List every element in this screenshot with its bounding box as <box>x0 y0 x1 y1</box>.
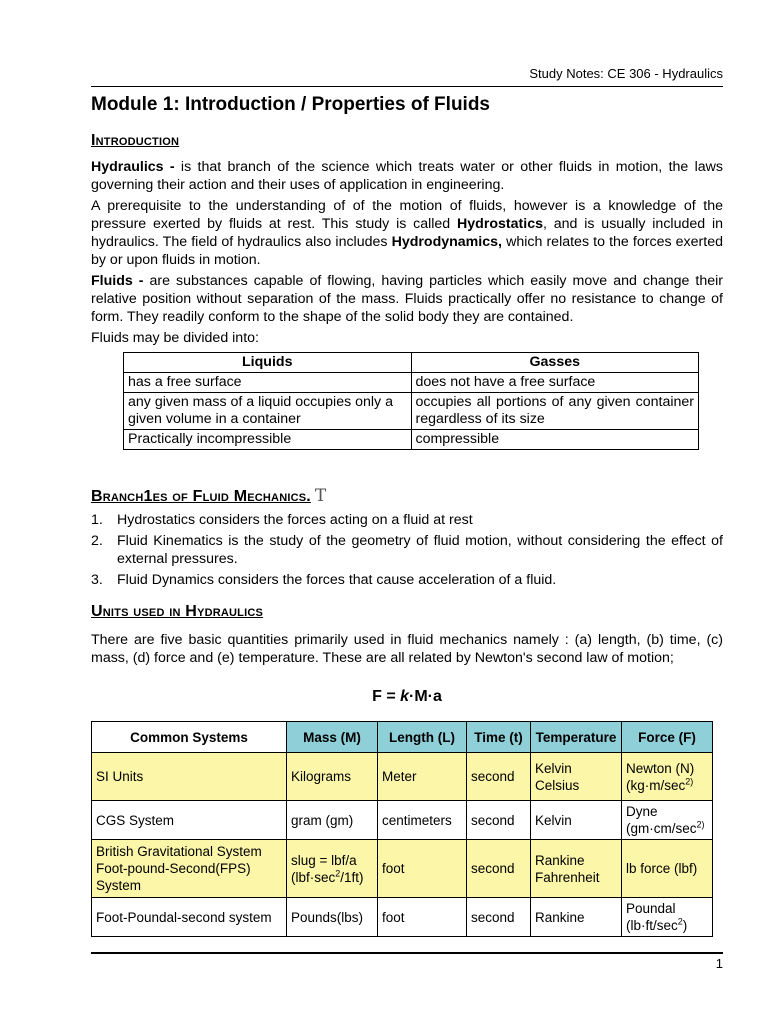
time-header: Time (t) <box>467 722 531 753</box>
hydrostatics-term: Hydrostatics <box>457 216 543 232</box>
cell-line <box>626 820 708 837</box>
table-cell: has a free surface <box>124 373 412 393</box>
table-row <box>124 430 699 450</box>
table-cell <box>287 840 378 898</box>
branches-heading <box>91 486 326 506</box>
footer-rule <box>91 952 723 954</box>
table-cell: Meter <box>378 753 467 801</box>
header-rule <box>91 86 723 87</box>
table-cell: centimeters <box>378 801 467 840</box>
newton-formula <box>91 688 723 706</box>
fluids-comparison-table <box>123 352 699 450</box>
list-item <box>91 532 723 568</box>
table-cell: lb force (lbf) <box>622 840 713 898</box>
list-number: 3. <box>91 572 103 588</box>
table-cell: CGS System <box>92 801 287 840</box>
table-cell: second <box>467 898 531 937</box>
cell-text: (gm·cm/sec <box>626 821 697 836</box>
list-text: Fluid Kinematics is the study of the geometry of fluid motion, without considering the effect of external pressures. <box>117 533 723 567</box>
cell-line <box>626 777 708 794</box>
table-cell: Practically incompressible <box>124 430 412 450</box>
table-cell: second <box>467 753 531 801</box>
cell-line: slug = lbf/a <box>291 852 357 868</box>
cell-line: Fahrenheit <box>535 869 600 885</box>
units-heading: Units used in Hydraulics <box>91 603 264 620</box>
cell-line: Rankine <box>535 852 585 868</box>
table-row <box>92 840 713 898</box>
units-intro <box>91 631 723 667</box>
fluids-term: Fluids - <box>91 273 144 289</box>
table-cell: foot <box>378 840 467 898</box>
liquids-header: Liquids <box>124 353 412 373</box>
table-cell <box>531 840 622 898</box>
table-cell: does not have a free surface <box>411 373 699 393</box>
hydraulics-paragraph <box>91 158 723 194</box>
table-cell: Kilograms <box>287 753 378 801</box>
table-cell <box>622 898 713 937</box>
list-number: 2. <box>91 533 103 549</box>
table-cell: compressible <box>411 430 699 450</box>
cell-text: ) <box>682 918 688 933</box>
gasses-header: Gasses <box>411 353 699 373</box>
introduction-heading: Introduction <box>91 132 180 149</box>
cell-line: Newton (N) <box>626 760 695 776</box>
list-item <box>91 511 723 529</box>
hydraulics-term: Hydraulics - <box>91 159 175 175</box>
hydrodynamics-term: Hydrodynamics, <box>391 234 502 250</box>
formula-part: ·M·a <box>409 688 442 705</box>
cell-text: /1ft) <box>340 869 364 885</box>
cell-line: British Gravitational System <box>96 844 262 859</box>
cell-text: (lb·ft/sec <box>626 918 678 933</box>
table-cell: occupies all portions of any given container regardless of its size <box>411 393 699 430</box>
module-title: Module 1: Introduction / Properties of Fluids <box>91 94 490 115</box>
table-row <box>92 753 713 801</box>
length-header: Length (L) <box>378 722 467 753</box>
table-row <box>124 373 699 393</box>
page-number: 1 <box>715 956 723 971</box>
cell-text: (kg·m/sec <box>626 777 686 793</box>
list-item <box>91 571 723 589</box>
fluids-definition: are substances capable of flowing, having particles which easily move and change their relative position without separation of the mass. Fluids practically offer no resistance to change of form. They readily conform to the shape of the solid body they are contained. <box>91 273 723 325</box>
hydraulics-definition: is that branch of the science which treats water or other fluids in motion, the laws governing their action and their uses of application in engineering. <box>91 159 723 193</box>
table-cell: second <box>467 840 531 898</box>
table-cell: gram (gm) <box>287 801 378 840</box>
cell-line <box>626 917 708 934</box>
text-cursor-marker: T <box>314 486 327 506</box>
cell-line: Dyne <box>626 804 658 819</box>
list-number: 1. <box>91 512 103 528</box>
table-cell: foot <box>378 898 467 937</box>
branches-list <box>91 511 723 592</box>
cell-line: Foot-pound-Second(FPS) System <box>96 861 251 893</box>
running-head: Study Notes: CE 306 - Hydraulics <box>529 66 723 81</box>
superscript: 2 <box>335 868 341 878</box>
fluids-paragraph <box>91 272 723 326</box>
table-cell <box>531 753 622 801</box>
prerequisite-text-2: , and is usually included in hydraulics. The field of hydraulics also includes <box>91 216 723 250</box>
table-header-row <box>124 353 699 373</box>
table-cell <box>92 840 287 898</box>
table-cell <box>622 753 713 801</box>
superscript: 2 <box>677 916 683 927</box>
table-cell: Rankine <box>531 898 622 937</box>
superscript: 2) <box>685 776 694 786</box>
cell-line: Celsius <box>535 777 580 793</box>
prerequisite-text-1: A prerequisite to the understanding of of the motion of fluids, however is a knowledge of the pressure exerted by fluids at rest. This study is called <box>91 198 723 232</box>
table-cell: second <box>467 801 531 840</box>
table-cell <box>622 801 713 840</box>
table-row <box>92 801 713 840</box>
temperature-header: Temperature <box>531 722 622 753</box>
prerequisite-paragraph <box>91 197 723 269</box>
force-header: Force (F) <box>622 722 713 753</box>
cell-line: Poundal <box>626 901 676 916</box>
units-table <box>91 721 713 937</box>
table-row <box>124 393 699 430</box>
superscript: 2) <box>696 819 705 830</box>
table-cell: Foot-Poundal-second system <box>92 898 287 937</box>
mass-header: Mass (M) <box>287 722 378 753</box>
introduction-section <box>91 158 723 347</box>
list-text: Fluid Dynamics considers the forces that cause acceleration of a fluid. <box>117 572 557 588</box>
list-text: Hydrostatics considers the forces acting on a fluid at rest <box>117 512 473 528</box>
table-cell: Kelvin <box>531 801 622 840</box>
cell-line <box>291 869 373 886</box>
units-header-row <box>92 722 713 753</box>
cell-line: Kelvin <box>535 760 572 776</box>
table-cell: Pounds(lbs) <box>287 898 378 937</box>
table-cell: SI Units <box>92 753 287 801</box>
formula-part: F = <box>372 688 401 705</box>
formula-k: k <box>400 688 410 705</box>
fluids-divided-text: Fluids may be divided into: <box>91 330 259 346</box>
units-intro-paragraph: There are five basic quantities primarily used in fluid mechanics namely : (a) length, (b) time, (c) mass, (d) force and (e) temperature. These are all related by Newton's second law of motion; <box>91 632 723 666</box>
branches-heading-text: Branch1es of Fluid Mechanics. <box>91 488 311 505</box>
table-cell: any given mass of a liquid occupies only a given volume in a container <box>124 393 412 430</box>
prerequisite-text-3: which relates to the forces exerted by or upon fluids in motion. <box>91 234 723 268</box>
table-row <box>92 898 713 937</box>
cell-text: (lbf·sec <box>291 869 336 885</box>
common-systems-header: Common Systems <box>92 722 287 753</box>
